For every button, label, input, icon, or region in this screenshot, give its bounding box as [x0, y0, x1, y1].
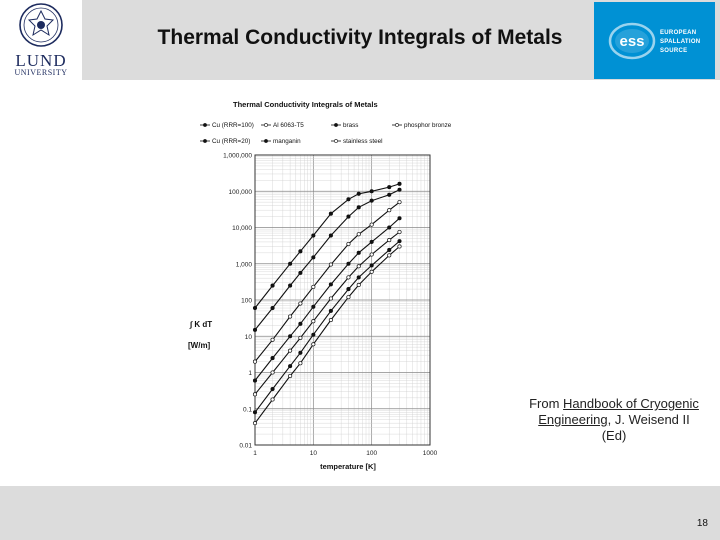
ess-logo-line3: SOURCE	[660, 48, 688, 54]
y-tick-label: 0.01	[239, 442, 252, 450]
series-line	[255, 232, 400, 394]
data-point	[253, 328, 256, 331]
data-point	[271, 371, 274, 374]
caption-ed: (Ed)	[601, 428, 627, 443]
x-tick-label: 100	[366, 450, 378, 457]
legend-marker	[334, 123, 337, 126]
data-point	[253, 306, 256, 309]
data-point	[357, 206, 360, 209]
data-point	[299, 362, 302, 365]
data-point	[271, 338, 274, 341]
data-point	[271, 284, 274, 287]
data-point	[329, 234, 332, 237]
y-axis-label: ∫ K dT	[190, 320, 213, 329]
data-point	[398, 182, 401, 185]
series-line	[255, 202, 400, 361]
data-point	[299, 336, 302, 339]
data-point	[288, 315, 291, 318]
data-point	[347, 276, 350, 279]
legend-marker	[203, 123, 206, 126]
data-point	[357, 192, 360, 195]
data-point	[253, 393, 256, 396]
data-point	[329, 212, 332, 215]
data-point	[312, 343, 315, 346]
ess-logo	[594, 2, 715, 79]
data-point	[357, 233, 360, 236]
page-number: 18	[696, 518, 708, 529]
x-tick-label: 10	[309, 450, 317, 457]
data-point	[370, 270, 373, 273]
data-point	[398, 188, 401, 191]
data-point	[388, 254, 391, 257]
chart-grid	[255, 155, 430, 445]
legend-label: Al 6063-T5	[273, 122, 304, 129]
data-point	[370, 253, 373, 256]
data-point	[288, 349, 291, 352]
data-point	[288, 284, 291, 287]
data-point	[398, 230, 401, 233]
legend-label: brass	[343, 122, 359, 129]
y-tick-label: 1	[248, 370, 252, 377]
legend-label: stainless steel	[343, 138, 383, 145]
y-axis-unit-label: [W/m]	[188, 341, 211, 350]
data-point	[347, 215, 350, 218]
data-point	[398, 200, 401, 203]
data-point	[388, 193, 391, 196]
thermal-conductivity-chart	[178, 82, 458, 474]
legend-label: Cu (RRR=20)	[212, 138, 251, 145]
data-point	[271, 356, 274, 359]
data-point	[357, 251, 360, 254]
data-point	[347, 198, 350, 201]
legend-marker	[264, 139, 267, 142]
data-point	[329, 263, 332, 266]
page-title: Thermal Conductivity Integrals of Metals	[157, 26, 563, 49]
chart-legend	[200, 122, 452, 145]
data-point	[370, 199, 373, 202]
legend-marker	[395, 123, 398, 126]
data-point	[299, 302, 302, 305]
university-logo-word: UNIVERSITY	[14, 68, 68, 77]
data-point	[398, 239, 401, 242]
data-point	[299, 351, 302, 354]
x-axis-label: temperature [K]	[320, 462, 376, 471]
legend-label: manganin	[273, 138, 301, 145]
lund-seal-icon	[0, 0, 82, 50]
y-tick-label: 100	[241, 297, 252, 305]
data-point	[299, 271, 302, 274]
caption-editor: , J. Weisend II	[607, 412, 690, 427]
handbook-link[interactable]: Handbook of Cryogenic	[563, 396, 699, 411]
lund-university-logo	[0, 0, 82, 80]
data-point	[370, 264, 373, 267]
y-tick-label: 100,000	[228, 188, 252, 196]
legend-marker	[264, 123, 267, 126]
y-tick-label: 10	[244, 333, 252, 341]
caption-prefix: From	[529, 396, 564, 411]
y-tick-label: 1,000	[235, 261, 252, 269]
legend-marker	[334, 139, 337, 142]
data-point	[388, 209, 391, 212]
data-point	[398, 245, 401, 248]
data-point	[288, 364, 291, 367]
y-tick-label: 0.1	[242, 406, 252, 414]
data-point	[398, 217, 401, 220]
data-point	[357, 265, 360, 268]
data-point	[347, 295, 350, 298]
data-point	[271, 306, 274, 309]
series-line	[255, 241, 400, 412]
x-tick-label: 1000	[422, 450, 438, 457]
data-point	[370, 240, 373, 243]
data-point	[288, 335, 291, 338]
source-caption	[514, 396, 714, 444]
ess-logo-line2: SPALLATION	[660, 39, 701, 45]
footer-bar	[0, 486, 720, 540]
data-point	[312, 256, 315, 259]
data-point	[271, 398, 274, 401]
data-point	[388, 248, 391, 251]
data-point	[299, 250, 302, 253]
data-point	[312, 285, 315, 288]
data-point	[253, 411, 256, 414]
data-point	[312, 333, 315, 336]
data-point	[388, 226, 391, 229]
data-point	[370, 190, 373, 193]
data-point	[312, 234, 315, 237]
data-point	[357, 276, 360, 279]
data-point	[388, 238, 391, 241]
data-point	[288, 262, 291, 265]
data-point	[312, 320, 315, 323]
legend-label: phosphor bronze	[404, 122, 452, 129]
data-point	[329, 283, 332, 286]
data-point	[312, 305, 315, 308]
series-line	[255, 218, 400, 380]
y-tick-label: 1,000,000	[223, 152, 252, 160]
header-bar	[0, 0, 720, 80]
ess-logo-line1: EUROPEAN	[660, 30, 697, 36]
data-point	[329, 297, 332, 300]
x-tick-label: 1	[253, 450, 257, 457]
data-point	[271, 387, 274, 390]
legend-label: Cu (RRR=100)	[212, 122, 254, 129]
data-point	[253, 379, 256, 382]
data-point	[253, 421, 256, 424]
data-point	[370, 223, 373, 226]
data-point	[329, 318, 332, 321]
data-point	[347, 262, 350, 265]
engineering-link[interactable]: Engineering	[538, 412, 608, 427]
data-point	[347, 287, 350, 290]
data-point	[388, 185, 391, 188]
data-point	[357, 283, 360, 286]
data-point	[299, 322, 302, 325]
chart-svg	[178, 82, 458, 474]
data-point	[253, 360, 256, 363]
y-tick-label: 10,000	[232, 225, 252, 232]
ess-mark-text: ess	[619, 33, 645, 50]
data-point	[288, 374, 291, 377]
lund-logo-word: LUND	[15, 51, 67, 70]
data-point	[347, 242, 350, 245]
legend-marker	[203, 139, 206, 142]
chart-title: Thermal Conductivity Integrals of Metals	[233, 100, 378, 109]
data-point	[329, 309, 332, 312]
